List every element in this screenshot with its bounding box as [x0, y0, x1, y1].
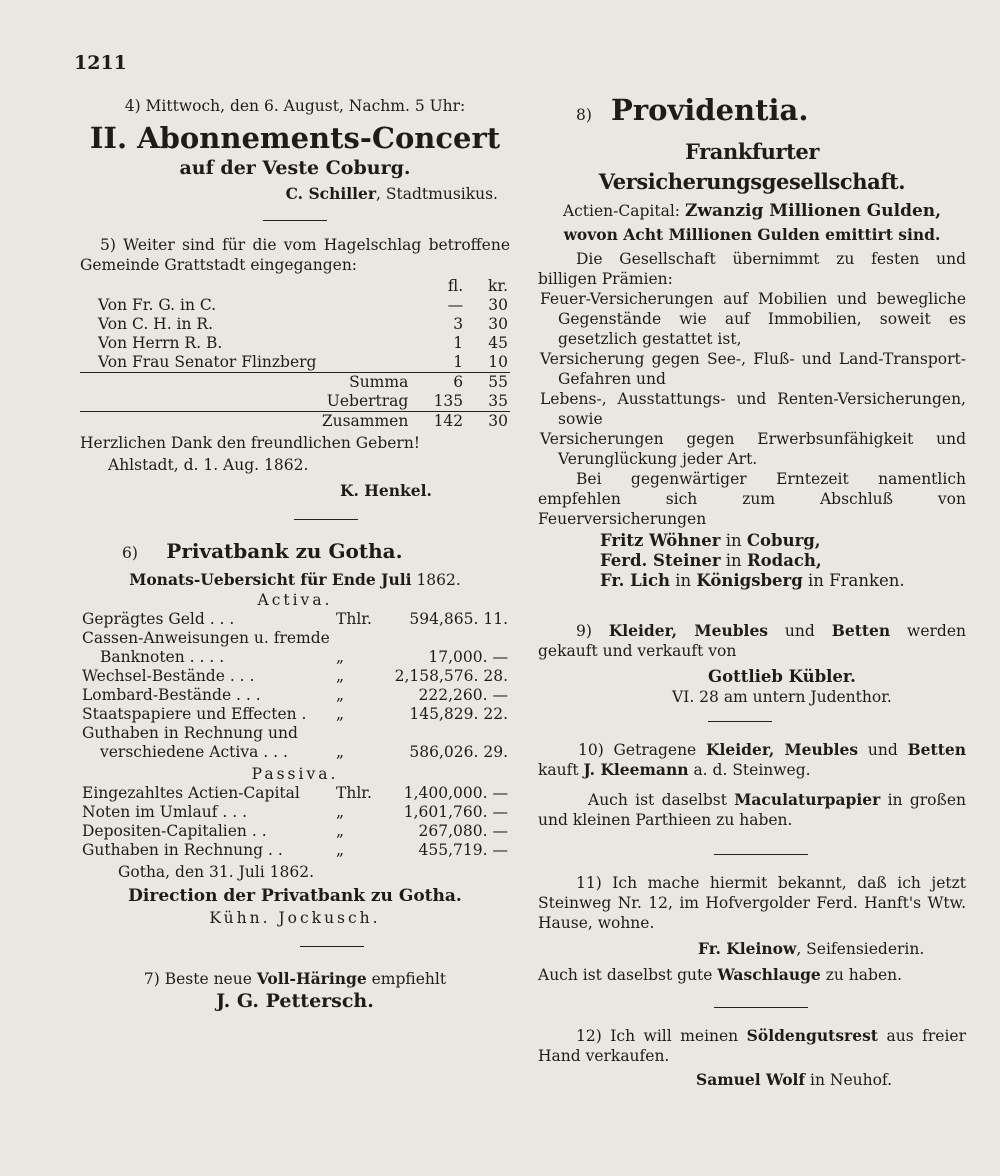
notice-9 [538, 621, 966, 722]
notice-8 [538, 92, 966, 591]
activa-label: Activa. [257, 591, 333, 609]
table-row: Guthaben in Rechnung und [82, 724, 298, 742]
signer-role: , Stadtmusikus. [376, 185, 498, 203]
providentia-title: Providentia. [611, 93, 809, 127]
bank-heading [80, 538, 510, 566]
concert-signature [80, 184, 510, 204]
providentia-recommend: Bei gegenwärtiger Erntezeit namentlich empfehlen sich zum Abschluß von Feuerversicherungen [538, 470, 966, 528]
concert-title: II. Abonnements-Concert [89, 121, 501, 155]
notice-4 [80, 96, 510, 221]
notice-7 [80, 969, 510, 1013]
wolf-signature: Samuel Wolf in Neuhof. [696, 1070, 893, 1089]
notice-6 [80, 538, 510, 947]
bank-subtitle: Monats-Uebersicht für Ende Juli 1862. [129, 570, 461, 589]
head-kr: kr. [487, 277, 508, 295]
summa-row: Summa 6 55 [80, 373, 510, 393]
divider [300, 946, 364, 947]
notice-10-text: 10) Getragene Kleider, Meubles und Betten kauft J. Kleemann a. d. Steinweg. [538, 740, 966, 779]
table-row: Geprägtes Geld . . . Thlr. 594,865. 11. [82, 610, 508, 628]
table-row: Noten im Umlauf . . . „ 1,601,760. — [82, 803, 508, 821]
divider [263, 220, 327, 221]
bank-title: Privatbank zu Gotha. [166, 539, 403, 563]
notice-7-text: 7) Beste neue Voll-Häringe empfiehlt [143, 969, 447, 988]
gotha-date: Gotha, den 31. Juli 1862. [118, 863, 315, 881]
kleinow-signature: Fr. Kleinow, Seifensiederin. [698, 939, 925, 958]
table-row: Von Fr. G. in C. — 30 [98, 296, 508, 314]
kuebler-address: VI. 28 am untern Judenthor. [672, 688, 892, 706]
notice-10 [538, 740, 966, 855]
zusammen-row: Zusammen 142 30 [80, 412, 510, 432]
table-row: Banknoten . . . . „ 17,000. — [100, 648, 508, 666]
insurance-item: Lebens-, Ausstattungs- und Renten-Versicherungen, sowie [540, 390, 966, 428]
agent-line: Ferd. Steiner in Rodach, [600, 551, 822, 570]
passiva-table [80, 784, 510, 860]
divider [294, 519, 358, 520]
concert-subtitle: auf der Veste Coburg. [179, 157, 411, 179]
notice-6-num: 6) [122, 544, 138, 562]
notice-11 [538, 873, 966, 1008]
agent-line: Fr. Lich in Königsberg in Franken. [600, 571, 905, 590]
table-row: Von C. H. in R. 3 30 [98, 315, 508, 333]
agent-line: Fritz Wöhner in Coburg, [600, 531, 821, 550]
table-row: Staatspapiere und Effecten . „ 145,829. 22. [82, 705, 508, 723]
thanks-line: Herzlichen Dank den freundlichen Gebern! [80, 434, 421, 452]
bank-direction: Direction der Privatbank zu Gotha. [128, 886, 462, 906]
table-row: Wechsel-Bestände . . . „ 2,158,576. 28. [82, 667, 508, 685]
activa-table [80, 610, 510, 762]
table-row: Guthaben in Rechnung . . „ 455,719. — [82, 841, 508, 859]
capital-emitted: wovon Acht Millionen Gulden emittirt sind. [563, 225, 941, 244]
divider [714, 854, 808, 855]
head-fl: fl. [447, 277, 464, 295]
notice-10-also: Auch ist daselbst Maculaturpapier in großen und kleinen Parthieen zu haben. [538, 790, 966, 829]
notice-11-also: Auch ist daselbst gute Waschlauge zu haben. [538, 965, 903, 984]
place-date: Ahlstadt, d. 1. Aug. 1862. [108, 456, 309, 474]
kuebler-name: Gottlieb Kübler. [708, 667, 856, 686]
left-column [80, 92, 510, 1013]
table-row: Cassen-Anweisungen u. fremde [82, 629, 330, 647]
notice-5 [80, 235, 510, 520]
providentia-subtitle: Frankfurter Versicherungsgesellschaft. [598, 139, 906, 194]
notice-9-text: 9) Kleider, Meubles und Betten werden gekauft und verkauft von [538, 621, 966, 660]
capital-line: Actien-Capital: Zwanzig Millionen Gulden, [562, 201, 942, 221]
table-row: Lombard-Bestände . . . „ 222,260. — [82, 686, 508, 704]
insurance-item: Feuer-Versicherungen auf Mobilien und bewegliche Gegenstände wie auf Immobilien, soweit es gesetzlich gestattet ist, [540, 290, 966, 348]
uebertrag-row: Uebertrag 135 35 [326, 392, 508, 410]
right-column [538, 92, 966, 1090]
divider [708, 721, 772, 722]
divider [714, 1007, 808, 1008]
donations-table [80, 277, 510, 431]
providentia-heading: 8) Providentia. [576, 93, 809, 127]
table-row: Von Frau Senator Flinzberg 1 10 [98, 353, 508, 371]
bank-signers: Kühn. Jockusch. [209, 909, 381, 927]
insurance-item: Versicherung gegen See-, Fluß- und Land-Transport-Gefahren und [540, 350, 966, 388]
providentia-intro: Die Gesellschaft übernimmt zu festen und billigen Prämien: [538, 250, 966, 288]
table-row: Depositen-Capitalien . . „ 267,080. — [82, 822, 508, 840]
notice-5-text: 5) Weiter sind für die vom Hagelschlag betroffene Gemeinde Grattstadt eingegangen: [80, 236, 510, 274]
page-number: 1211 [74, 52, 127, 74]
notice-12-text: 12) Ich will meinen Söldengutsrest aus freier Hand verkaufen. [538, 1026, 967, 1065]
passiva-label: Passiva. [251, 765, 339, 783]
notice-4-line: 4) Mittwoch, den 6. August, Nachm. 5 Uhr: [124, 97, 466, 115]
seller-name: J. G. Pettersch. [216, 990, 374, 1012]
signer-henkel: K. Henkel. [340, 481, 432, 500]
table-row: Von Herrn R. B. 1 45 [98, 334, 508, 352]
table-row: verschiedene Activa . . . „ 586,026. 29. [100, 743, 508, 761]
notice-12 [538, 1026, 966, 1090]
notice-11-text: 11) Ich mache hiermit bekannt, daß ich jetzt Steinweg Nr. 12, im Hofvergolder Ferd. Hanft's Wtw. Hause, wohne. [538, 874, 966, 932]
signer-name: C. Schiller [285, 184, 377, 203]
insurance-item: Versicherungen gegen Erwerbsunfähigkeit und Verunglückung jeder Art. [540, 430, 966, 468]
table-row: Eingezahltes Actien-Capital Thlr. 1,400,000. — [82, 784, 508, 802]
